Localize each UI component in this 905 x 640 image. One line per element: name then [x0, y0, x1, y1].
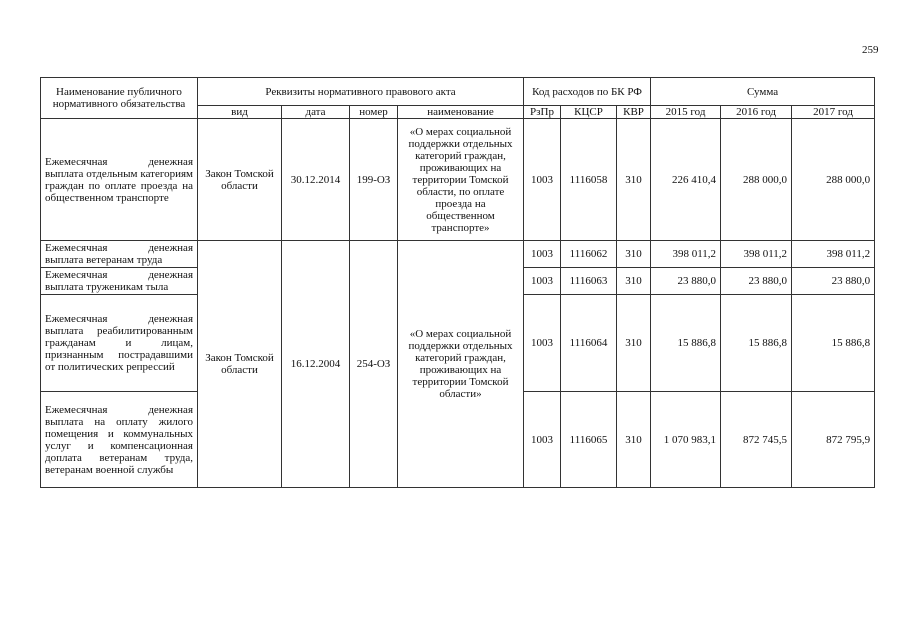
rzpr-cell: 1003 [524, 295, 561, 392]
kvr-cell: 310 [617, 268, 651, 295]
sum-2015-cell: 226 410,4 [651, 119, 721, 241]
rzpr-cell: 1003 [524, 241, 561, 268]
sum-2016-cell: 15 886,8 [721, 295, 792, 392]
sum-2017-cell: 288 000,0 [792, 119, 875, 241]
header-expense-code: Код расходов по БК РФ [524, 78, 651, 106]
obligation-name: Ежемесячная денежная выплата ветеранам труда [41, 241, 198, 268]
obligation-name: Ежемесячная денежная выплата реабилитированным гражданам и лицам, признанным пострадавшими от политических репрессий [41, 295, 198, 392]
table-row [41, 119, 875, 241]
law-number: 254-ОЗ [350, 241, 398, 488]
header-requisites: Реквизиты нормативного правового акта [198, 78, 524, 106]
law-vid: Закон Томской области [198, 241, 282, 488]
law-vid: Закон Томской области [198, 119, 282, 241]
kcsr-cell: 1116063 [561, 268, 617, 295]
sum-2015-cell: 15 886,8 [651, 295, 721, 392]
rzpr-cell: 1003 [524, 268, 561, 295]
law-date: 30.12.2014 [282, 119, 350, 241]
header-vid: вид [198, 106, 282, 119]
header-number: номер [350, 106, 398, 119]
rzpr-cell: 1003 [524, 119, 561, 241]
kcsr-cell: 1116065 [561, 392, 617, 488]
law-number: 199-ОЗ [350, 119, 398, 241]
sum-2017-cell: 15 886,8 [792, 295, 875, 392]
obligation-name: Ежемесячная денежная выплата на оплату жилого помещения и коммунальных услуг и компенсационная доплата ветеранам труда, ветеранам военной службы [41, 392, 198, 488]
obligation-name: Ежемесячная денежная выплата отдельным категориям граждан по оплате проезда на общественном транспорте [41, 119, 198, 241]
sum-2015-cell: 1 070 983,1 [651, 392, 721, 488]
sum-2017-cell: 23 880,0 [792, 268, 875, 295]
header-date: дата [282, 106, 350, 119]
kvr-cell: 310 [617, 241, 651, 268]
kvr-cell: 310 [617, 295, 651, 392]
page-number: 259 [862, 44, 879, 56]
sum-2016-cell: 872 745,5 [721, 392, 792, 488]
obligation-name: Ежемесячная денежная выплата труженикам тыла [41, 268, 198, 295]
header-kcsr: КЦСР [561, 106, 617, 119]
header-2017: 2017 год [792, 106, 875, 119]
header-2016: 2016 год [721, 106, 792, 119]
law-date: 16.12.2004 [282, 241, 350, 488]
header-title: наименование [398, 106, 524, 119]
rzpr-cell: 1003 [524, 392, 561, 488]
table-header-row [41, 78, 875, 106]
header-rzpr: РзПр [524, 106, 561, 119]
public-obligations-table [40, 77, 875, 488]
law-title: «О мерах социальной поддержки отдельных категорий граждан, проживающих на территории Томской области, по оплате проезда на общественном транспорте» [398, 119, 524, 241]
kvr-cell: 310 [617, 119, 651, 241]
sum-2016-cell: 23 880,0 [721, 268, 792, 295]
kcsr-cell: 1116064 [561, 295, 617, 392]
header-kvr: КВР [617, 106, 651, 119]
kcsr-cell: 1116062 [561, 241, 617, 268]
header-sum: Сумма [651, 78, 875, 106]
table-row [41, 241, 875, 268]
sum-2017-cell: 398 011,2 [792, 241, 875, 268]
kvr-cell: 310 [617, 392, 651, 488]
sum-2016-cell: 288 000,0 [721, 119, 792, 241]
sum-2017-cell: 872 795,9 [792, 392, 875, 488]
kcsr-cell: 1116058 [561, 119, 617, 241]
sum-2016-cell: 398 011,2 [721, 241, 792, 268]
sum-2015-cell: 23 880,0 [651, 268, 721, 295]
sum-2015-cell: 398 011,2 [651, 241, 721, 268]
law-title: «О мерах социальной поддержки отдельных категорий граждан, проживающих на территории Томской области» [398, 241, 524, 488]
header-obligation-name: Наименование публичного нормативного обязательства [41, 78, 198, 119]
header-2015: 2015 год [651, 106, 721, 119]
